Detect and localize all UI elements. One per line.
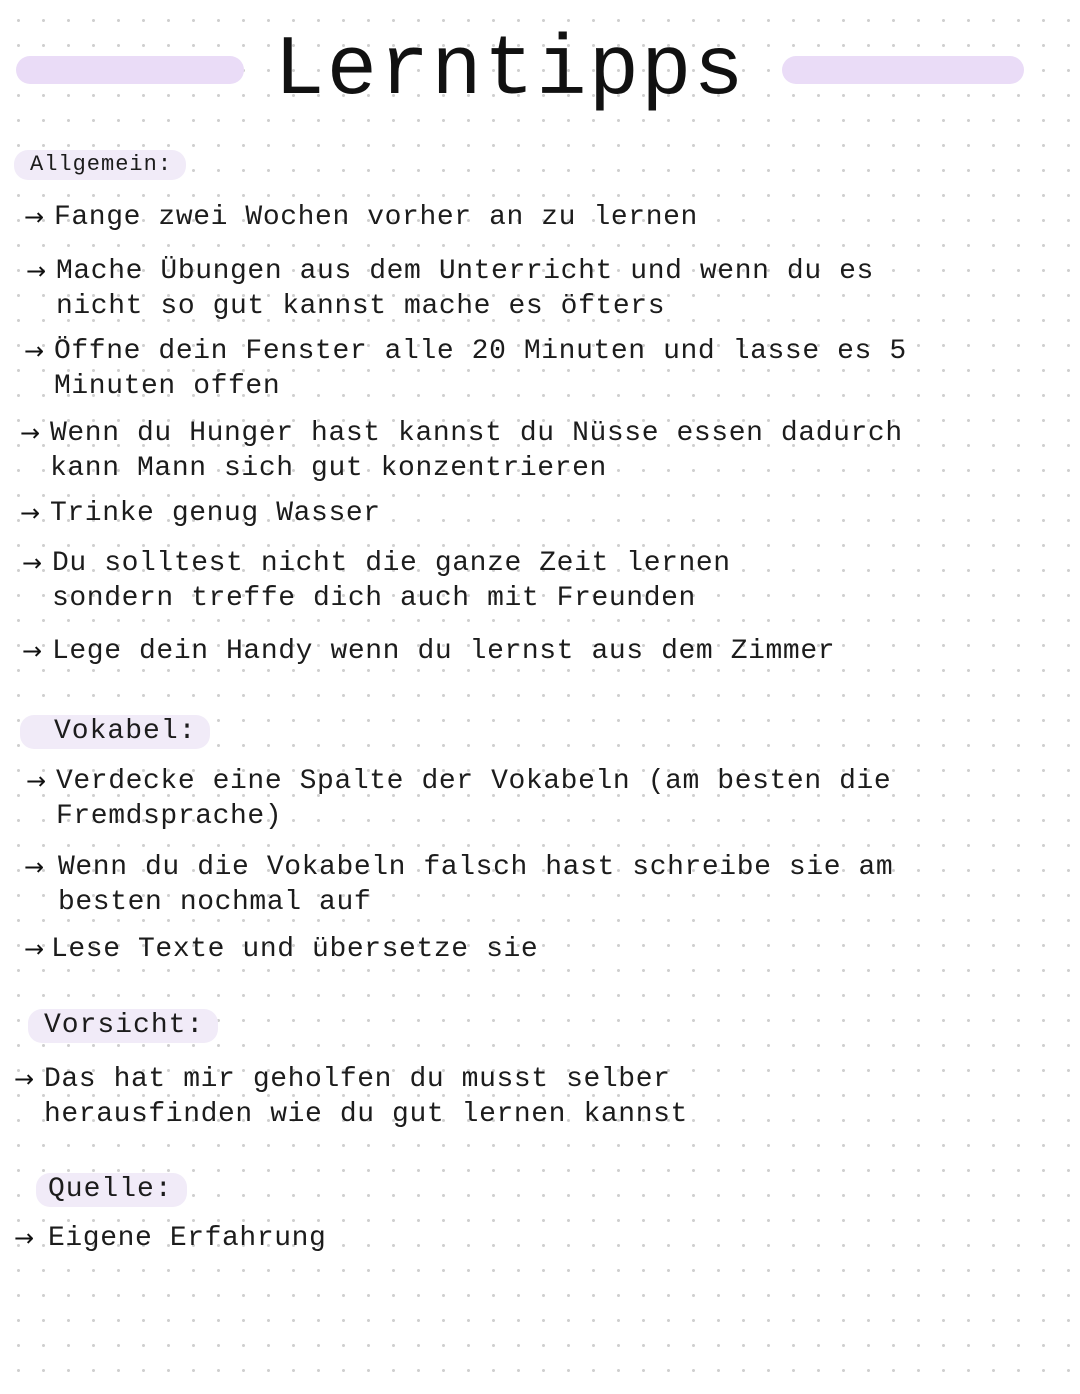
section-heading-vokabel: Vokabel: [20,715,210,749]
list-item-text: Trinke genug Wasser [50,498,381,529]
arrow-icon: → [20,419,41,447]
arrow-icon: → [22,637,43,665]
list-item-text: Mache Übungen aus dem Unterricht und wenn du es nicht so gut kannst mache es öfters [56,256,874,322]
list-item [24,334,1044,404]
list-item [22,546,1042,616]
list-item [14,1062,1034,1132]
arrow-icon: → [14,1224,35,1252]
list-item-text: Fange zwei Wochen vorher an zu lernen [54,202,698,233]
list-item-text: Lese Texte und übersetze sie [51,934,539,965]
list-item-text: Wenn du Hunger hast kannst du Nüsse essen dadurch kann Mann sich gut konzentrieren [50,418,903,484]
list-item-text: Öffne dein Fenster alle 20 Minuten und lasse es 5 Minuten offen [54,336,907,402]
list-item-text: Das hat mir geholfen du musst selber herausfinden wie du gut lernen kannst [44,1064,688,1130]
arrow-icon: → [26,767,47,795]
list-item-text: Du solltest nicht die ganze Zeit lernen sondern treffe dich auch mit Freunden [52,548,731,614]
arrow-icon: → [24,935,45,963]
list-item [24,200,1044,235]
section-heading-vorsicht: Vorsicht: [28,1009,218,1043]
page-title: Lerntipps [274,24,746,119]
list-item-text: Eigene Erfahrung [48,1223,327,1254]
list-item [20,416,1040,486]
list-item [24,850,1044,920]
arrow-icon: → [24,203,45,231]
list-item-text: Wenn du die Vokabeln falsch hast schreibe sie am besten nochmal auf [58,852,894,918]
arrow-icon: → [14,1065,35,1093]
list-item [26,254,1046,324]
list-item [14,1221,1034,1256]
arrow-icon: → [26,257,47,285]
list-item-text: Verdecke eine Spalte der Vokabeln (am besten die Fremdsprache) [56,766,892,832]
list-item [22,634,1042,669]
arrow-icon: → [24,853,45,881]
section-heading-allgemein: Allgemein: [14,150,186,180]
list-item [20,496,1040,531]
list-item-text: Lege dein Handy wenn du lernst aus dem Zimmer [52,636,836,667]
arrow-icon: → [24,337,45,365]
list-item [26,764,1046,834]
arrow-icon: → [20,499,41,527]
list-item [24,932,1044,967]
section-heading-quelle: Quelle: [36,1173,187,1207]
arrow-icon: → [22,549,43,577]
